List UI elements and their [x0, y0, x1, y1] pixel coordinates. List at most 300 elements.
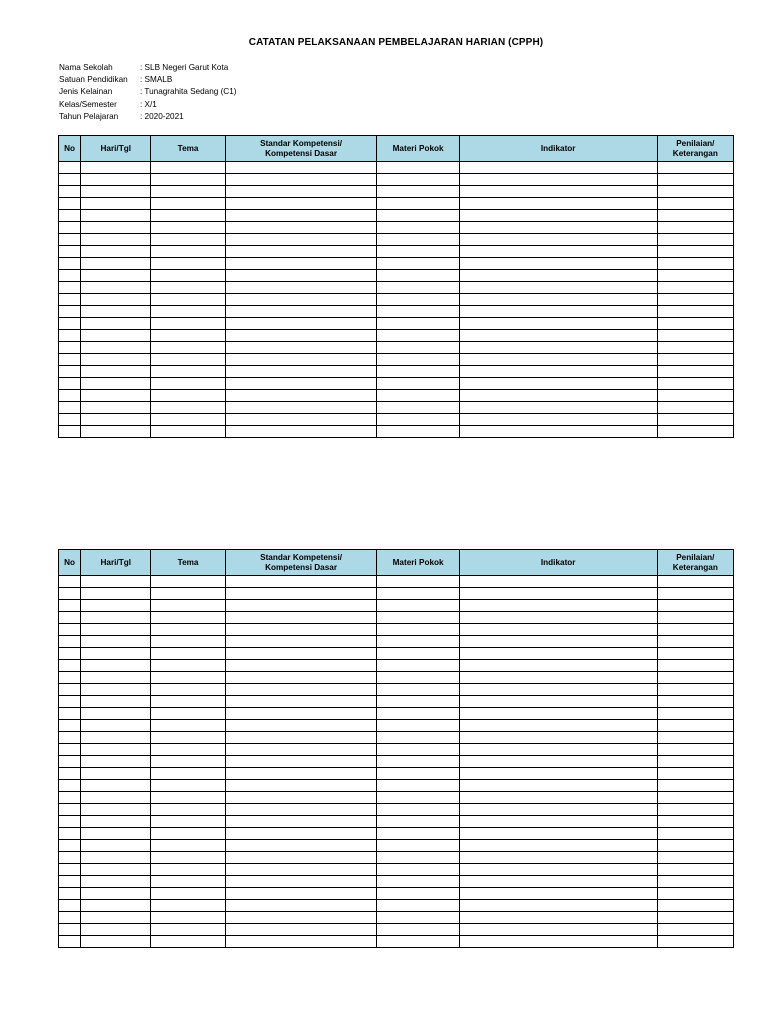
- table-row: [59, 864, 734, 876]
- cell-standar-kompetensi: [225, 768, 377, 780]
- cell-standar-kompetensi: [225, 612, 377, 624]
- cell-hari-tgl: [81, 198, 151, 210]
- cell-no: [59, 924, 81, 936]
- cell-standar-kompetensi: [225, 162, 377, 174]
- cell-materi-pokok: [377, 624, 459, 636]
- cell-standar-kompetensi: [225, 426, 377, 438]
- cell-standar-kompetensi: [225, 852, 377, 864]
- cell-indikator: [459, 342, 657, 354]
- cell-tema: [151, 840, 225, 852]
- cell-materi-pokok: [377, 186, 459, 198]
- table-row: [59, 912, 734, 924]
- cell-indikator: [459, 576, 657, 588]
- cell-no: [59, 756, 81, 768]
- cell-tema: [151, 378, 225, 390]
- cell-penilaian: [657, 684, 733, 696]
- cell-tema: [151, 744, 225, 756]
- cell-materi-pokok: [377, 816, 459, 828]
- header-no: No: [59, 550, 81, 576]
- cell-tema: [151, 600, 225, 612]
- cell-standar-kompetensi: [225, 816, 377, 828]
- cell-hari-tgl: [81, 912, 151, 924]
- cell-no: [59, 636, 81, 648]
- cell-standar-kompetensi: [225, 330, 377, 342]
- cell-materi-pokok: [377, 378, 459, 390]
- cell-penilaian: [657, 294, 733, 306]
- cell-no: [59, 804, 81, 816]
- cell-indikator: [459, 912, 657, 924]
- table-row: [59, 648, 734, 660]
- header-hari-tgl: Hari/Tgl: [81, 136, 151, 162]
- cell-standar-kompetensi: [225, 684, 377, 696]
- cell-standar-kompetensi: [225, 876, 377, 888]
- cell-penilaian: [657, 636, 733, 648]
- cell-indikator: [459, 864, 657, 876]
- cell-no: [59, 246, 81, 258]
- cell-hari-tgl: [81, 600, 151, 612]
- cell-indikator: [459, 222, 657, 234]
- cell-tema: [151, 366, 225, 378]
- cell-penilaian: [657, 756, 733, 768]
- cell-no: [59, 426, 81, 438]
- cell-tema: [151, 294, 225, 306]
- cell-standar-kompetensi: [225, 636, 377, 648]
- cell-materi-pokok: [377, 888, 459, 900]
- cell-indikator: [459, 672, 657, 684]
- table-row: [59, 780, 734, 792]
- cell-indikator: [459, 258, 657, 270]
- cell-indikator: [459, 402, 657, 414]
- table-row: [59, 816, 734, 828]
- table-row: [59, 852, 734, 864]
- cell-materi-pokok: [377, 732, 459, 744]
- cell-hari-tgl: [81, 744, 151, 756]
- table-row: [59, 804, 734, 816]
- cell-materi-pokok: [377, 426, 459, 438]
- table-row: [59, 588, 734, 600]
- cell-hari-tgl: [81, 402, 151, 414]
- cell-indikator: [459, 588, 657, 600]
- cell-tema: [151, 270, 225, 282]
- cell-penilaian: [657, 378, 733, 390]
- cell-penilaian: [657, 588, 733, 600]
- cell-standar-kompetensi: [225, 294, 377, 306]
- cell-penilaian: [657, 900, 733, 912]
- cell-penilaian: [657, 936, 733, 948]
- cell-materi-pokok: [377, 270, 459, 282]
- cell-tema: [151, 636, 225, 648]
- cell-penilaian: [657, 780, 733, 792]
- cell-no: [59, 732, 81, 744]
- table-row: [59, 756, 734, 768]
- table-row: [59, 612, 734, 624]
- cell-indikator: [459, 888, 657, 900]
- cell-hari-tgl: [81, 426, 151, 438]
- cell-indikator: [459, 684, 657, 696]
- cell-indikator: [459, 306, 657, 318]
- cell-tema: [151, 684, 225, 696]
- cell-indikator: [459, 636, 657, 648]
- cell-no: [59, 210, 81, 222]
- table-header-row: [59, 550, 734, 576]
- cell-indikator: [459, 270, 657, 282]
- cell-hari-tgl: [81, 636, 151, 648]
- cell-hari-tgl: [81, 588, 151, 600]
- cell-indikator: [459, 792, 657, 804]
- cell-standar-kompetensi: [225, 378, 377, 390]
- table-row: [59, 840, 734, 852]
- table-row: [59, 672, 734, 684]
- table-body: [59, 162, 734, 438]
- cell-penilaian: [657, 258, 733, 270]
- cell-standar-kompetensi: [225, 756, 377, 768]
- cell-materi-pokok: [377, 852, 459, 864]
- cell-materi-pokok: [377, 588, 459, 600]
- cell-materi-pokok: [377, 912, 459, 924]
- cell-penilaian: [657, 624, 733, 636]
- cell-standar-kompetensi: [225, 624, 377, 636]
- cell-no: [59, 684, 81, 696]
- table-row: [59, 600, 734, 612]
- cell-standar-kompetensi: [225, 282, 377, 294]
- cell-indikator: [459, 390, 657, 402]
- cell-hari-tgl: [81, 186, 151, 198]
- header-line: Kompetensi Dasar: [265, 148, 338, 158]
- header-tema: Tema: [151, 136, 225, 162]
- cell-tema: [151, 660, 225, 672]
- cell-tema: [151, 174, 225, 186]
- table-row: [59, 426, 734, 438]
- cell-penilaian: [657, 414, 733, 426]
- table-row: [59, 354, 734, 366]
- cell-no: [59, 612, 81, 624]
- cell-penilaian: [657, 222, 733, 234]
- cell-penilaian: [657, 600, 733, 612]
- cell-penilaian: [657, 792, 733, 804]
- cell-materi-pokok: [377, 234, 459, 246]
- cell-no: [59, 270, 81, 282]
- cell-indikator: [459, 876, 657, 888]
- cell-tema: [151, 876, 225, 888]
- cell-penilaian: [657, 648, 733, 660]
- cell-tema: [151, 198, 225, 210]
- cell-indikator: [459, 210, 657, 222]
- cell-penilaian: [657, 804, 733, 816]
- cell-penilaian: [657, 426, 733, 438]
- cell-no: [59, 330, 81, 342]
- cell-hari-tgl: [81, 828, 151, 840]
- info-row-school: [59, 62, 237, 74]
- cell-tema: [151, 588, 225, 600]
- cell-no: [59, 186, 81, 198]
- table-row: [59, 198, 734, 210]
- cell-indikator: [459, 900, 657, 912]
- cell-indikator: [459, 756, 657, 768]
- cell-hari-tgl: [81, 684, 151, 696]
- cell-standar-kompetensi: [225, 366, 377, 378]
- cell-materi-pokok: [377, 402, 459, 414]
- cell-penilaian: [657, 816, 733, 828]
- cell-penilaian: [657, 270, 733, 282]
- cell-hari-tgl: [81, 378, 151, 390]
- cell-hari-tgl: [81, 318, 151, 330]
- cell-no: [59, 342, 81, 354]
- cell-indikator: [459, 198, 657, 210]
- cell-no: [59, 318, 81, 330]
- cell-indikator: [459, 186, 657, 198]
- table-row: [59, 306, 734, 318]
- cell-standar-kompetensi: [225, 912, 377, 924]
- cell-materi-pokok: [377, 414, 459, 426]
- cell-materi-pokok: [377, 198, 459, 210]
- table-row: [59, 294, 734, 306]
- cell-no: [59, 234, 81, 246]
- cell-tema: [151, 936, 225, 948]
- cell-penilaian: [657, 186, 733, 198]
- cell-materi-pokok: [377, 780, 459, 792]
- cell-tema: [151, 792, 225, 804]
- cell-hari-tgl: [81, 174, 151, 186]
- cell-hari-tgl: [81, 864, 151, 876]
- info-value: : SLB Negeri Garut Kota: [140, 63, 229, 72]
- cell-indikator: [459, 612, 657, 624]
- cell-materi-pokok: [377, 576, 459, 588]
- header-line: Keterangan: [672, 562, 718, 572]
- cell-hari-tgl: [81, 696, 151, 708]
- cell-standar-kompetensi: [225, 588, 377, 600]
- cell-materi-pokok: [377, 648, 459, 660]
- cell-materi-pokok: [377, 612, 459, 624]
- cell-no: [59, 366, 81, 378]
- cell-penilaian: [657, 330, 733, 342]
- cell-indikator: [459, 282, 657, 294]
- cell-penilaian: [657, 174, 733, 186]
- table-row: [59, 888, 734, 900]
- header-indikator: Indikator: [459, 136, 657, 162]
- info-value: : SMALB: [140, 75, 173, 85]
- header-hari-tgl: Hari/Tgl: [81, 550, 151, 576]
- header-penilaian: [657, 550, 733, 576]
- cell-no: [59, 354, 81, 366]
- cell-hari-tgl: [81, 390, 151, 402]
- cell-materi-pokok: [377, 876, 459, 888]
- cell-penilaian: [657, 342, 733, 354]
- header-line: Kompetensi Dasar: [265, 562, 338, 572]
- cell-materi-pokok: [377, 768, 459, 780]
- cell-standar-kompetensi: [225, 864, 377, 876]
- cell-hari-tgl: [81, 222, 151, 234]
- cell-standar-kompetensi: [225, 576, 377, 588]
- cell-tema: [151, 576, 225, 588]
- cell-indikator: [459, 660, 657, 672]
- cell-standar-kompetensi: [225, 414, 377, 426]
- cell-tema: [151, 912, 225, 924]
- cell-hari-tgl: [81, 306, 151, 318]
- table-row: [59, 708, 734, 720]
- cell-no: [59, 900, 81, 912]
- cell-tema: [151, 816, 225, 828]
- cell-no: [59, 600, 81, 612]
- cell-standar-kompetensi: [225, 246, 377, 258]
- cell-standar-kompetensi: [225, 186, 377, 198]
- info-value: : Tunagrahita Sedang (C1): [140, 87, 237, 97]
- cell-no: [59, 744, 81, 756]
- cell-penilaian: [657, 612, 733, 624]
- header-tema: Tema: [151, 550, 225, 576]
- cell-standar-kompetensi: [225, 780, 377, 792]
- cell-penilaian: [657, 744, 733, 756]
- cpph-table-first: [58, 135, 734, 438]
- cell-penilaian: [657, 660, 733, 672]
- cell-no: [59, 624, 81, 636]
- cell-standar-kompetensi: [225, 720, 377, 732]
- cell-indikator: [459, 330, 657, 342]
- cell-standar-kompetensi: [225, 318, 377, 330]
- cell-materi-pokok: [377, 936, 459, 948]
- cell-materi-pokok: [377, 792, 459, 804]
- cell-standar-kompetensi: [225, 744, 377, 756]
- cell-tema: [151, 900, 225, 912]
- table-row: [59, 246, 734, 258]
- table-row: [59, 318, 734, 330]
- cell-indikator: [459, 366, 657, 378]
- cell-indikator: [459, 780, 657, 792]
- cell-standar-kompetensi: [225, 354, 377, 366]
- cell-hari-tgl: [81, 732, 151, 744]
- cell-penilaian: [657, 888, 733, 900]
- cell-standar-kompetensi: [225, 696, 377, 708]
- cell-indikator: [459, 246, 657, 258]
- cell-hari-tgl: [81, 852, 151, 864]
- cell-tema: [151, 318, 225, 330]
- info-row-disability: [59, 86, 237, 98]
- cell-no: [59, 828, 81, 840]
- header-line: Penilaian/: [676, 138, 715, 148]
- cell-penilaian: [657, 306, 733, 318]
- cell-materi-pokok: [377, 210, 459, 222]
- cell-penilaian: [657, 924, 733, 936]
- cell-tema: [151, 780, 225, 792]
- table-row: [59, 636, 734, 648]
- cell-hari-tgl: [81, 768, 151, 780]
- cell-tema: [151, 720, 225, 732]
- cell-hari-tgl: [81, 366, 151, 378]
- table-row: [59, 732, 734, 744]
- info-value: : X/1: [140, 99, 157, 109]
- cell-no: [59, 876, 81, 888]
- cell-tema: [151, 768, 225, 780]
- cell-hari-tgl: [81, 648, 151, 660]
- table-row: [59, 186, 734, 198]
- cell-no: [59, 576, 81, 588]
- table-row: [59, 210, 734, 222]
- cell-penilaian: [657, 402, 733, 414]
- info-label: Kelas/Semester: [59, 99, 117, 109]
- cell-materi-pokok: [377, 306, 459, 318]
- cell-standar-kompetensi: [225, 924, 377, 936]
- cell-indikator: [459, 234, 657, 246]
- cell-materi-pokok: [377, 828, 459, 840]
- cell-tema: [151, 330, 225, 342]
- cell-tema: [151, 888, 225, 900]
- cell-standar-kompetensi: [225, 174, 377, 186]
- cell-tema: [151, 672, 225, 684]
- cell-tema: [151, 708, 225, 720]
- cell-materi-pokok: [377, 684, 459, 696]
- cell-standar-kompetensi: [225, 900, 377, 912]
- header-materi-pokok: Materi Pokok: [377, 136, 459, 162]
- table-row: [59, 282, 734, 294]
- header-line: Keterangan: [672, 148, 718, 158]
- cell-indikator: [459, 354, 657, 366]
- cell-penilaian: [657, 828, 733, 840]
- table-row: [59, 660, 734, 672]
- cell-no: [59, 792, 81, 804]
- cell-standar-kompetensi: [225, 270, 377, 282]
- cell-tema: [151, 852, 225, 864]
- cell-indikator: [459, 378, 657, 390]
- cell-indikator: [459, 936, 657, 948]
- cell-no: [59, 588, 81, 600]
- cell-no: [59, 162, 81, 174]
- table-row: [59, 390, 734, 402]
- cell-standar-kompetensi: [225, 210, 377, 222]
- cell-indikator: [459, 426, 657, 438]
- cell-hari-tgl: [81, 330, 151, 342]
- cell-materi-pokok: [377, 318, 459, 330]
- cell-standar-kompetensi: [225, 342, 377, 354]
- info-label: Satuan Pendidikan: [59, 75, 128, 85]
- cell-materi-pokok: [377, 342, 459, 354]
- cell-indikator: [459, 828, 657, 840]
- cell-standar-kompetensi: [225, 402, 377, 414]
- cell-standar-kompetensi: [225, 708, 377, 720]
- cell-hari-tgl: [81, 576, 151, 588]
- cell-indikator: [459, 696, 657, 708]
- cell-materi-pokok: [377, 354, 459, 366]
- cell-no: [59, 840, 81, 852]
- cell-standar-kompetensi: [225, 600, 377, 612]
- table-row: [59, 720, 734, 732]
- info-label: Nama Sekolah: [59, 63, 113, 72]
- cell-penilaian: [657, 732, 733, 744]
- header-materi-pokok: Materi Pokok: [377, 550, 459, 576]
- header-line: Standar Kompetensi/: [260, 552, 343, 562]
- cell-indikator: [459, 318, 657, 330]
- cell-hari-tgl: [81, 282, 151, 294]
- table-row: [59, 342, 734, 354]
- cell-hari-tgl: [81, 780, 151, 792]
- cell-materi-pokok: [377, 600, 459, 612]
- cell-indikator: [459, 840, 657, 852]
- header-no: No: [59, 136, 81, 162]
- info-label: Tahun Pelajaran: [59, 111, 119, 121]
- cell-hari-tgl: [81, 162, 151, 174]
- cell-materi-pokok: [377, 864, 459, 876]
- cell-materi-pokok: [377, 282, 459, 294]
- cell-materi-pokok: [377, 924, 459, 936]
- cpph-table-second: [58, 549, 734, 948]
- cell-standar-kompetensi: [225, 198, 377, 210]
- cell-standar-kompetensi: [225, 258, 377, 270]
- cell-materi-pokok: [377, 708, 459, 720]
- table-row: [59, 222, 734, 234]
- cell-materi-pokok: [377, 162, 459, 174]
- cell-standar-kompetensi: [225, 660, 377, 672]
- cell-tema: [151, 612, 225, 624]
- table-row: [59, 270, 734, 282]
- cell-no: [59, 306, 81, 318]
